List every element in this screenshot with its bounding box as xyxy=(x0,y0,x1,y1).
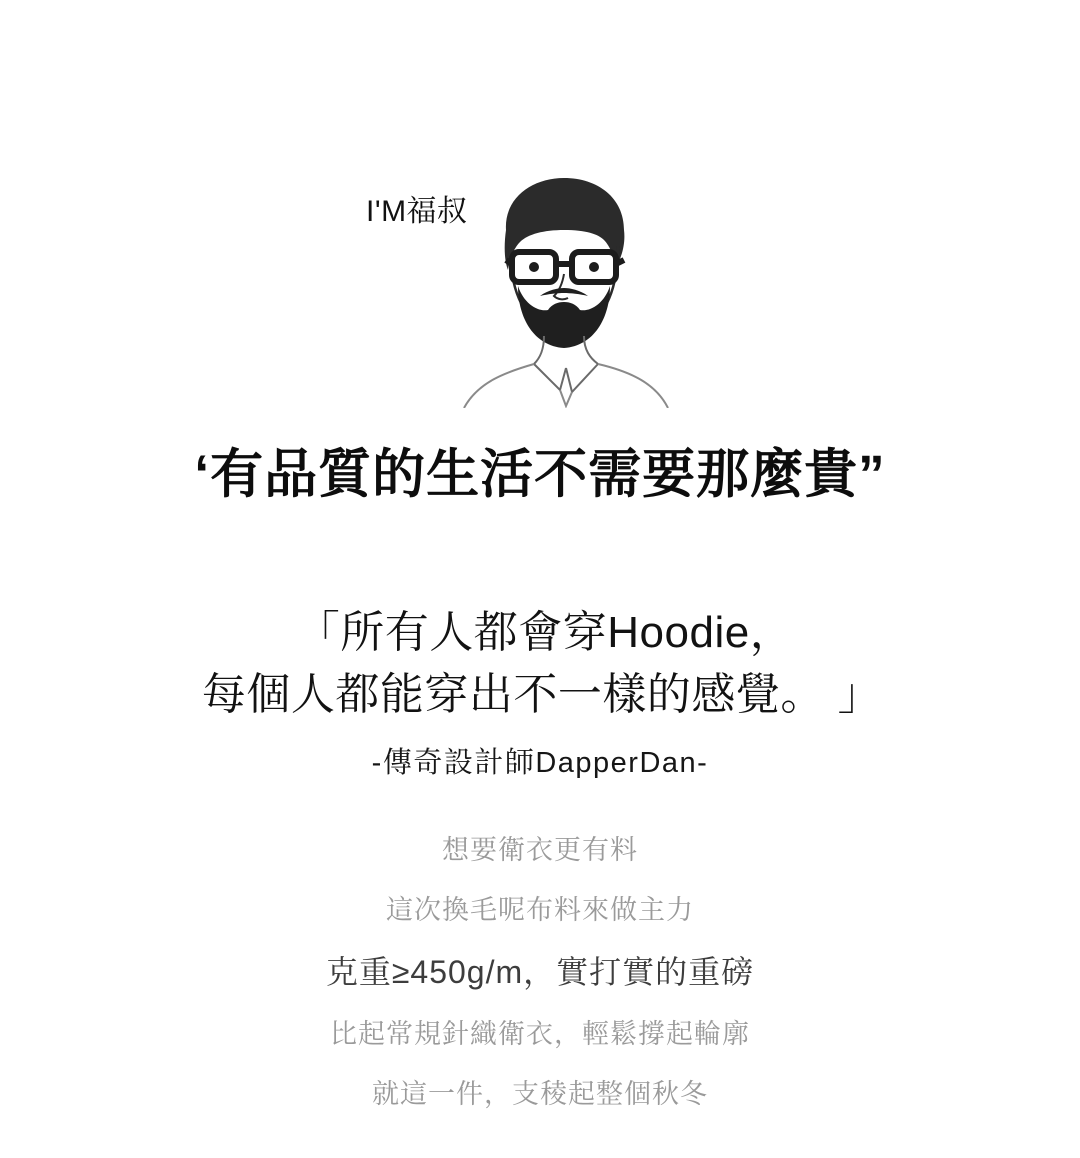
feature-line: 想要衛衣更有料 xyxy=(442,835,638,865)
quote-line-1: 「所有人都會穿Hoodie， xyxy=(295,608,795,657)
brand-tag: I'M福叔 xyxy=(366,195,468,228)
page-title: ‘有品質的生活不需要那麼貴” xyxy=(194,445,886,504)
feature-line: 就這一件，支稜起整個秋冬 xyxy=(372,1079,708,1109)
feature-list xyxy=(0,820,1080,1124)
feature-line-emphasis: 克重≥450g/m，實打實的重磅 xyxy=(325,954,755,990)
hero-section xyxy=(0,0,1080,420)
feature-line: 比起常規針織衛衣，輕鬆撐起輪廓 xyxy=(330,1019,750,1049)
quote-line-2: 每個人都能穿出不一樣的感覺。 」 xyxy=(201,670,883,719)
feature-line: 這次換毛呢布料來做主力 xyxy=(386,895,694,925)
quote-block xyxy=(0,602,1080,781)
portrait-illustration xyxy=(448,168,678,408)
quote-attribution: -傳奇設計師DapperDan- xyxy=(371,747,709,779)
